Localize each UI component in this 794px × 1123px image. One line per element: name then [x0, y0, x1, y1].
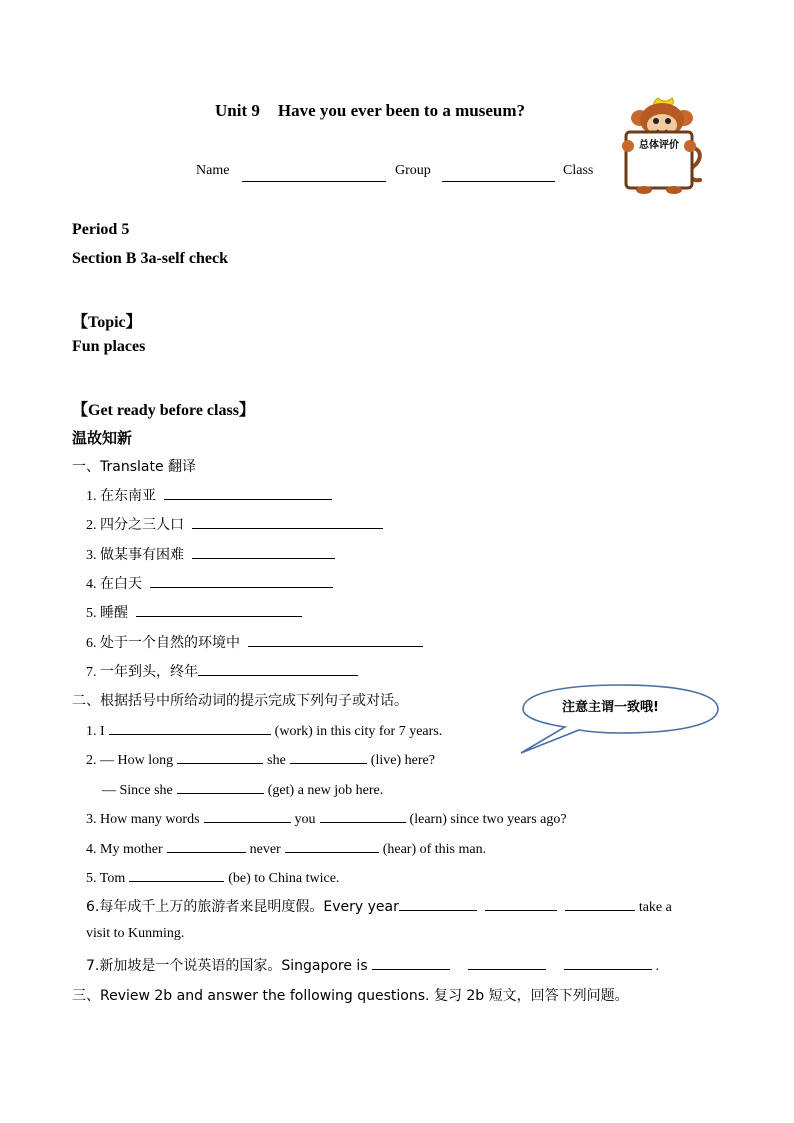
- part3-heading: 三、Review 2b and answer the following questions. 复习 2b 短文，回答下列问题。: [72, 988, 629, 1004]
- answer-blank[interactable]: [177, 749, 263, 764]
- translate-item: [86, 485, 336, 505]
- question-4: [86, 838, 486, 858]
- answer-blank[interactable]: [150, 573, 333, 588]
- question-7: [86, 955, 659, 975]
- answer-blank[interactable]: [198, 661, 358, 676]
- question-5: [86, 867, 339, 887]
- monkey-mascot-icon: [610, 96, 710, 196]
- item-number: 5.: [86, 606, 97, 621]
- answer-blank[interactable]: [177, 779, 264, 794]
- answer-blank[interactable]: [320, 808, 406, 823]
- q7-text-b: .: [655, 959, 660, 974]
- q5-text-a: 5. Tom: [86, 871, 126, 886]
- page-title: [215, 101, 525, 121]
- item-text: 处于一个自然的环境中: [100, 635, 240, 651]
- answer-blank[interactable]: [109, 720, 271, 735]
- item-text: 一年到头，终年: [100, 664, 198, 680]
- q4-text-c: (hear) of this man.: [382, 842, 487, 857]
- q3-text-b: you: [294, 812, 316, 827]
- topic-heading: 【Topic】: [72, 314, 142, 331]
- q7-text-a: 7.新加坡是一个说英语的国家。Singapore is: [86, 958, 368, 974]
- speech-bubble-icon: [517, 683, 723, 755]
- part1-heading: 一、Translate 翻译: [72, 459, 197, 475]
- q1-text-a: 1. I: [86, 724, 105, 739]
- item-number: 6.: [86, 636, 97, 651]
- title-question: Have you ever been to a museum?: [277, 101, 525, 120]
- name-label: Name: [196, 163, 230, 178]
- period-heading: Period 5: [72, 221, 130, 238]
- answer-blank[interactable]: [468, 955, 546, 970]
- item-text: 睡醒: [100, 605, 128, 621]
- answer-blank[interactable]: [399, 896, 477, 911]
- translate-item: [86, 514, 387, 534]
- group-label: Group: [395, 163, 431, 178]
- q3-text-a: 3. How many words: [86, 812, 200, 827]
- q2b-text-a: — Since she: [102, 783, 173, 798]
- q6-text-a: 6.每年成千上万的旅游者来昆明度假。Every year: [86, 899, 399, 915]
- answer-blank[interactable]: [129, 867, 224, 882]
- review-heading: 温故知新: [72, 429, 133, 447]
- item-number: 7.: [86, 665, 97, 680]
- answer-blank[interactable]: [290, 749, 367, 764]
- answer-blank[interactable]: [164, 485, 332, 500]
- q2a-text-a: 2. — How long: [86, 753, 174, 768]
- answer-blank[interactable]: [564, 955, 652, 970]
- item-text: 做某事有困难: [100, 547, 184, 563]
- q5-text-b: (be) to China twice.: [228, 871, 340, 886]
- q1-text-b: (work) in this city for 7 years.: [274, 724, 443, 739]
- item-number: 4.: [86, 577, 97, 592]
- q3-text-c: (learn) since two years ago?: [409, 812, 567, 827]
- section-heading: Section B 3a-self check: [72, 250, 228, 267]
- question-6: [86, 896, 672, 916]
- translate-item: [86, 602, 306, 622]
- question-2a: [86, 749, 435, 769]
- translate-item: [86, 661, 362, 681]
- question-3: [86, 808, 567, 828]
- answer-blank[interactable]: [485, 896, 557, 911]
- q2a-text-c: (live) here?: [370, 753, 435, 768]
- answer-blank[interactable]: [136, 602, 302, 617]
- answer-blank[interactable]: [167, 838, 246, 853]
- answer-blank[interactable]: [285, 838, 379, 853]
- item-number: 3.: [86, 548, 97, 563]
- question-1: [86, 720, 442, 740]
- translate-item: [86, 573, 337, 593]
- get-ready-heading: 【Get ready before class】: [72, 402, 255, 419]
- group-field[interactable]: [442, 164, 555, 182]
- item-number: 2.: [86, 518, 97, 533]
- topic-text: Fun places: [72, 338, 146, 355]
- translate-item: [86, 632, 427, 652]
- answer-blank[interactable]: [248, 632, 423, 647]
- q6-text-b: take a: [638, 900, 672, 915]
- item-text: 在白天: [100, 576, 142, 592]
- bubble-text: 注意主谓一致哦!: [562, 700, 659, 715]
- q2b-text-b: (get) a new job here.: [267, 783, 384, 798]
- part2-heading: 二、根据括号中所给动词的提示完成下列句子或对话。: [72, 693, 408, 709]
- answer-blank[interactable]: [565, 896, 635, 911]
- answer-blank[interactable]: [372, 955, 450, 970]
- class-label: Class: [563, 163, 594, 178]
- question-2b: [102, 779, 383, 799]
- answer-blank[interactable]: [192, 514, 383, 529]
- answer-blank[interactable]: [204, 808, 291, 823]
- badge-text: 总体评价: [639, 140, 679, 151]
- item-text: 在东南亚: [100, 488, 156, 504]
- question-6-cont: visit to Kunming.: [86, 926, 185, 941]
- q2a-text-b: she: [267, 753, 286, 768]
- q4-text-a: 4. My mother: [86, 842, 163, 857]
- name-field[interactable]: [242, 164, 386, 182]
- translate-item: [86, 544, 339, 564]
- answer-blank[interactable]: [192, 544, 335, 559]
- q4-text-b: never: [249, 842, 281, 857]
- item-number: 1.: [86, 489, 97, 504]
- title-unit: Unit 9: [215, 101, 260, 120]
- item-text: 四分之三人口: [100, 517, 184, 533]
